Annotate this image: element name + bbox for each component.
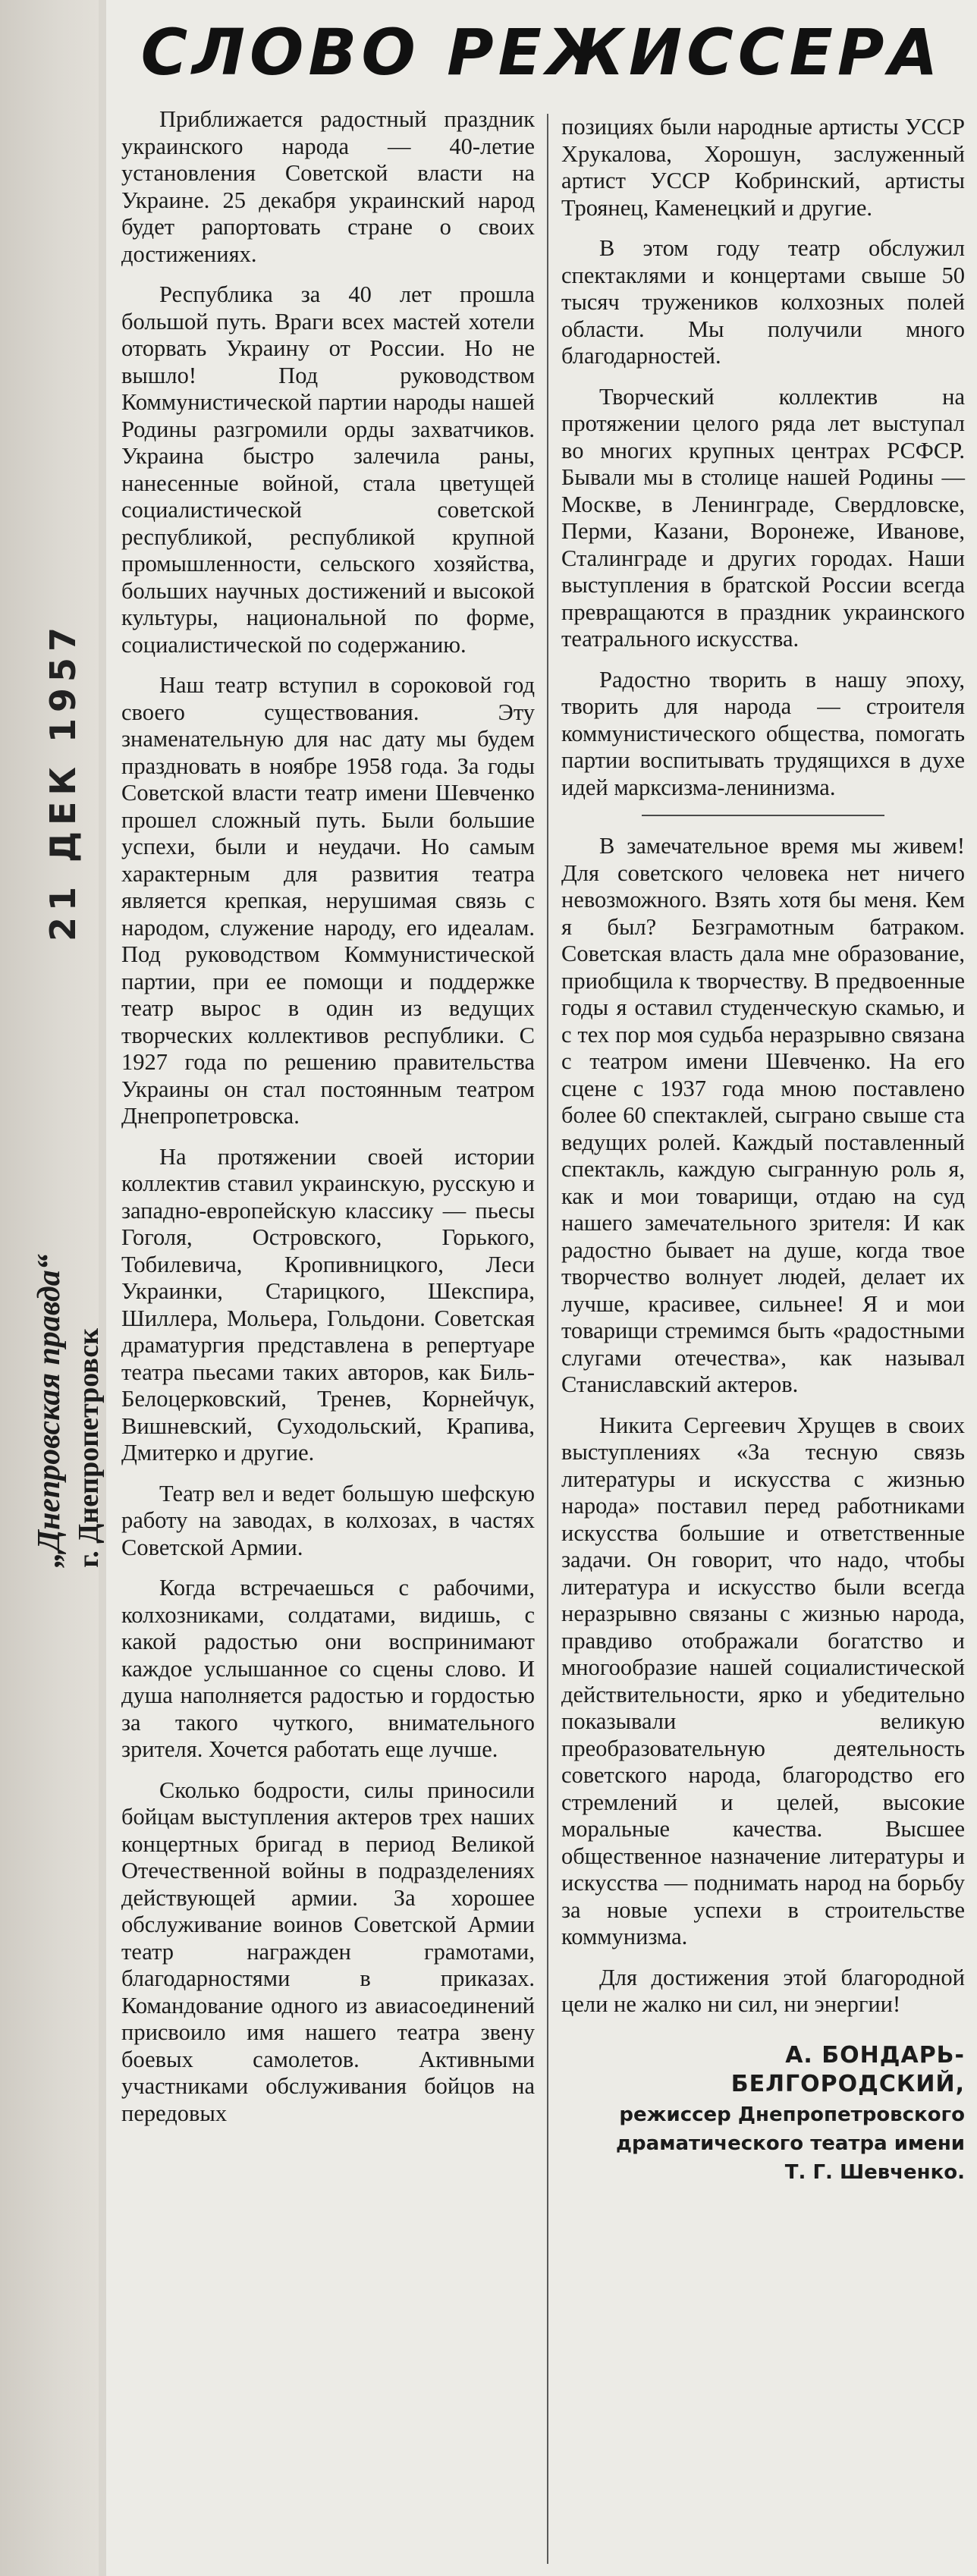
newspaper-city: г. Днепропетровск <box>73 1327 105 1568</box>
paragraph: Сколько бодрости, силы приносили бойцам выступления актеров трех наших концертных бригад в период Великой Отечественной войны в подразделениях действующей армии. За хорошее обслуживание воинов Советской Армии театр награжден грамотами, благодарностями в приказах. Командование одного из авиасоединений присвоило имя нашего театра звену боевых самолетов. Активными участниками обслуживания бойцов на передовых <box>121 1776 535 2126</box>
author-role-line: режиссер Днепропетровского <box>619 2103 965 2126</box>
date-stamp-text: 21 ДЕК 1957 <box>42 620 83 942</box>
newspaper-name: „Днепровская правда“ <box>32 1254 67 1568</box>
paragraph: Творческий коллектив на протяжении целого ряда лет выступал во многих крупных центрах РСФСР. Бывали мы в столице нашей Родины — Москве, в Ленинграде, Свердловске, Перми, Казани, Воронеже, Иванове, Сталинграде и других городах. Наши выступления в братской России всегда превращаются в праздник украинского театрального искусства. <box>561 383 965 652</box>
author-name-line: БЕЛГОРОДСКИЙ, <box>730 2070 965 2097</box>
date-stamp <box>21 620 105 942</box>
author-role-line: драматического театра имени <box>616 2131 965 2155</box>
paragraph: Наш театр вступил в сороковой год своего существования. Эту знаменательную для нас дату мы будем праздновать в ноябре 1958 года. За годы Советской власти театр имени Шевченко прошел сложный путь. Были большие успехи, были и неудачи. Но самым характерным для развития театра является крепкая, нерушимая связь с народом, служение народу, его идеалам. Под руководством Коммунистической партии, при ее помощи и поддержке театр вырос в один из ведущих творческих коллективов республики. С 1927 года по решению правительства Украины он стал постоянным театром Днепропетровска. <box>121 672 535 1129</box>
author-name-line: А. БОНДАРЬ- <box>785 2041 965 2069</box>
paragraph: Никита Сергеевич Хрущев в своих выступлениях «За тесную связь литературы и искусства с жизнью народа» поставил перед работниками искусства большие и ответственные задачи. Он говорит, что надо, чтобы литература и искусство были всегда неразрывно связаны с жизнью народа, правдиво отображали богатство и многообразие нашей социалистической действительности, ярко и убедительно показывали великую преобразовательную деятельность советского народа, благородство его стремлений и целей, высокие моральные качества. Высшее общественное назначение литературы и искусства — поднимать народ на борьбу за новые успехи в строительстве коммунизма. <box>561 1412 965 1949</box>
paragraph: Республика за 40 лет прошла большой путь. Враги всех мастей хотели оторвать Украину от России. Но не вышло! Под руководством Коммунистической партии народы нашей Родины разгромили орды захватчиков. Украина быстро залечила раны, нанесенные войной, стала цветущей социалистической советской республикой, республикой крупной промышленности, сельского хозяйства, больших научных достижений и высокой культуры, национальной по форме, социалистической по содержанию. <box>121 281 535 658</box>
section-separator <box>642 815 884 816</box>
paragraph: Приближается радостный праздник украинского народа — 40-летие установления Советской власти на Украине. 25 декабря украинский народ будет рапортовать стране о своих достижениях. <box>121 106 535 267</box>
paragraph: Радостно творить в нашу эпоху, творить для народа — строителя коммунистического общества, помогать партии воспитывать трудящихся в духе идей марксизма-ленинизма. <box>561 666 965 800</box>
paragraph: Когда встречаешься с рабочими, колхозниками, солдатами, видишь, с какой радостью они воспринимают каждое услышанное со сцены слово. И душа наполняется радостью и гордостью за такого чуткого, внимательного зрителя. Хочется работать еще лучше. <box>121 1575 535 1762</box>
article-headline: СЛОВО РЕЖИССЕРА <box>140 15 943 90</box>
author-role-line: Т. Г. Шевченко. <box>784 2160 965 2184</box>
paragraph: В этом году театр обслужил спектаклями и концертами свыше 50 тысяч тружеников колхозных полей области. Мы получили много благодарностей. <box>561 235 965 369</box>
author-signature <box>561 2041 965 2185</box>
paragraph: На протяжении своей истории коллектив ставил украинскую, русскую и западно-европейскую классику — пьесы Гоголя, Островского, Горького, Тобилевича, Кропивницкого, Леси Украинки, Старицкого, Шекспира, Шиллера, Мольера, Гольдони. Советская драматургия представлена в репертуаре театра пьесами таких авторов, как Биль-Белоцерковский, Тренев, Корнейчук, Вишневский, Суходольский, Крапива, Дмитерко и другие. <box>121 1143 535 1465</box>
paragraph: В замечательное время мы живем! Для советского человека нет ничего невозможного. Взять хотя бы меня. Кем я был? Безграмотным батраком. Советская власть дала мне образование, приобщила к творчеству. В предвоенные годы я оставил студенческую скамью, и с тех пор моя судьба неразрывно связана с театром имени Шевченко. На его сцене с 1937 года мною поставлено более 60 спектаклей, сыграно свыше ста ведущих ролей. Каждый поставленный спектакль, каждую сыгранную роль я, как и мои товарищи, отдаю на суд нашего замечательного зрителя: И как радостно бывает на душе, когда твое творчество волнует людей, делает их лучше, красивее, сильнее! Я и мои товарищи стремимся быть «радостными слугами отечества», как называл Станиславский актеров. <box>561 833 965 1397</box>
article-column-right <box>561 114 965 2185</box>
paragraph: Театр вел и ведет большую шефскую работу на заводах, в колхозах, в частях Советской Армии. <box>121 1480 535 1560</box>
column-divider <box>547 114 548 2564</box>
article-column-left <box>121 106 535 2141</box>
source-stamp <box>15 1168 121 1654</box>
paragraph: позициях были народные артисты УССР Хрукалова, Хорошун, заслуженный артист УССР Кобринский, артисты Троянец, Каменецкий и другие. <box>561 114 965 221</box>
paragraph: Для достижения этой благородной цели не жалко ни сил, ни энергии! <box>561 1964 965 2017</box>
